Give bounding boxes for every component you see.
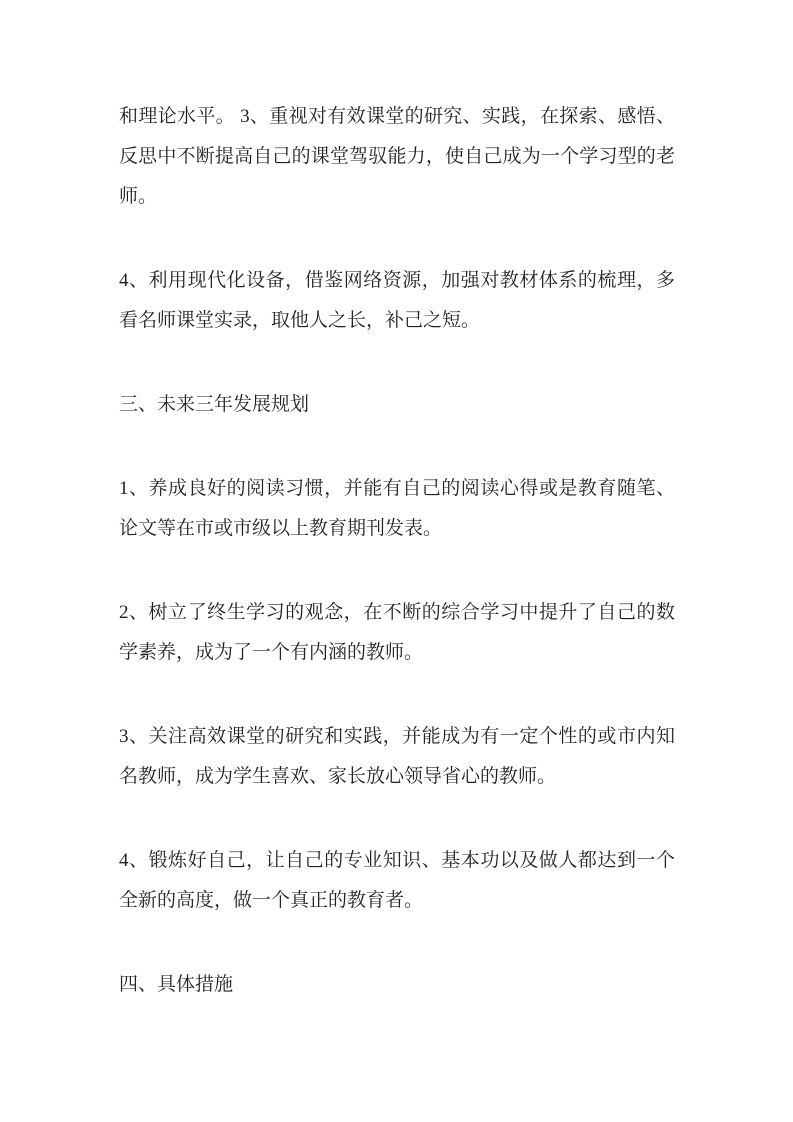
paragraph-point-4: 4、利用现代化设备，借鉴网络资源，加强对教材体系的梳理，多看名师课堂实录，取他人之长，补己之短。	[119, 270, 675, 331]
paragraph-goal-2: 2、树立了终生学习的观念，在不断的综合学习中提升了自己的数学素养，成为了一个有内涵的教师。	[119, 602, 675, 663]
paragraph-goal-3: 3、关注高效课堂的研究和实践，并能成为有一定个性的或市内知名教师，成为学生喜欢、家长放心领导省心的教师。	[119, 726, 675, 787]
paragraph-goal-1: 1、养成良好的阅读习惯，并能有自己的阅读心得或是教育随笔、论文等在市或市级以上教育期刊发表。	[119, 478, 675, 539]
heading-section-four: 四、具体措施	[119, 974, 234, 995]
paragraph-continuation-point-3: 和理论水平。 3、重视对有效课堂的研究、实践，在探索、感悟、反思中不断提高自己的课堂驾驭能力，使自己成为一个学习型的老师。	[119, 106, 675, 207]
heading-section-three: 三、未来三年发展规划	[119, 394, 310, 415]
paragraph-goal-4: 4、锻炼好自己，让自己的专业知识、基本功以及做人都达到一个全新的高度，做一个真正的教育者。	[119, 850, 675, 911]
